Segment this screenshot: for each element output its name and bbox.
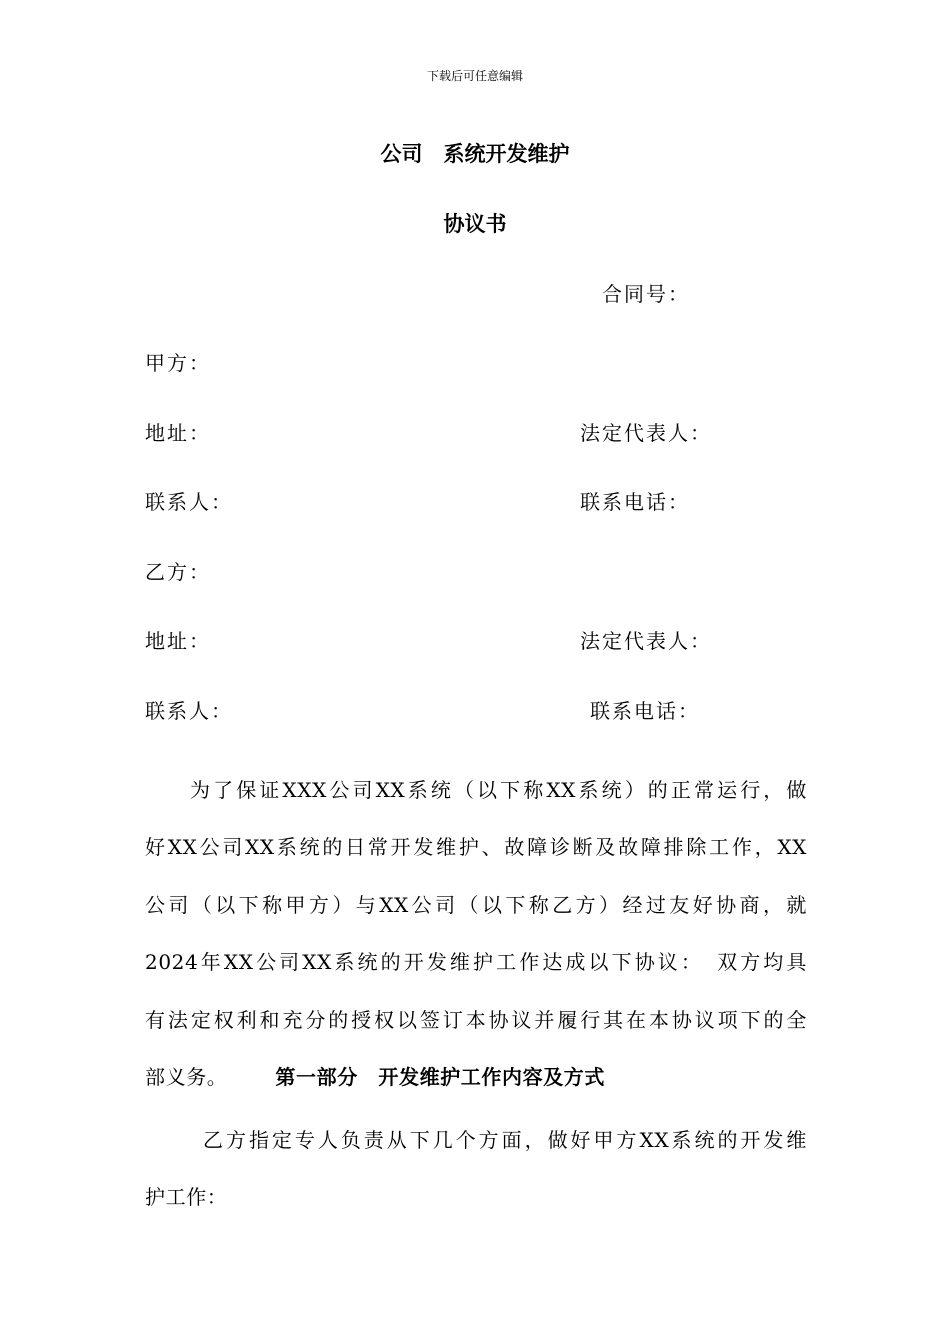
intro-paragraph [145, 762, 807, 1106]
party-a-phone-label: 联系电话： [580, 490, 690, 514]
section1-line: 护工作： [145, 1185, 228, 1210]
contract-number-label: 合同号： [602, 282, 690, 306]
party-b-address-label: 地址： [145, 629, 211, 653]
party-b-legal-rep-label: 法定代表人： [580, 629, 712, 653]
intro-last-line [145, 1049, 807, 1106]
section1-line: 乙方指定专人负责从下几个方面，做好甲方XX系统的开发维 [203, 1128, 807, 1152]
document-title: 公司 系统开发维护 [380, 141, 570, 166]
intro-line: 公司（以下称甲方）与XX公司（以下称乙方）经过友好协商，就 [145, 892, 807, 917]
party-a-contact-label: 联系人： [145, 490, 233, 514]
party-b-contact-label: 联系人： [145, 699, 233, 723]
intro-line: 有法定权利和充分的授权以签订本协议并履行其在本协议项下的全 [145, 1007, 807, 1032]
section1-paragraph [145, 1112, 807, 1227]
intro-line: 好XX公司XX系统的日常开发维护、故障诊断及故障排除工作，XX [145, 835, 807, 860]
section-heading: 第一部分 开发维护工作内容及方式 [275, 1065, 606, 1090]
intro-last-text: 部义务。 [145, 1065, 228, 1090]
document-subtitle: 协议书 [443, 211, 507, 236]
party-b-label: 乙方： [145, 560, 211, 584]
party-b-phone-label: 联系电话： [590, 699, 700, 723]
intro-line: 为了保证XXX公司XX系统（以下称XX系统）的正常运行，做 [190, 778, 807, 802]
party-a-address-label: 地址： [145, 421, 211, 445]
intro-line: 2024年XX公司XX系统的开发维护工作达成以下协议： 双方均具 [145, 950, 807, 975]
party-a-legal-rep-label: 法定代表人： [580, 421, 712, 445]
party-a-label: 甲方： [145, 351, 211, 375]
header-note: 下载后可任意编辑 [426, 69, 523, 83]
